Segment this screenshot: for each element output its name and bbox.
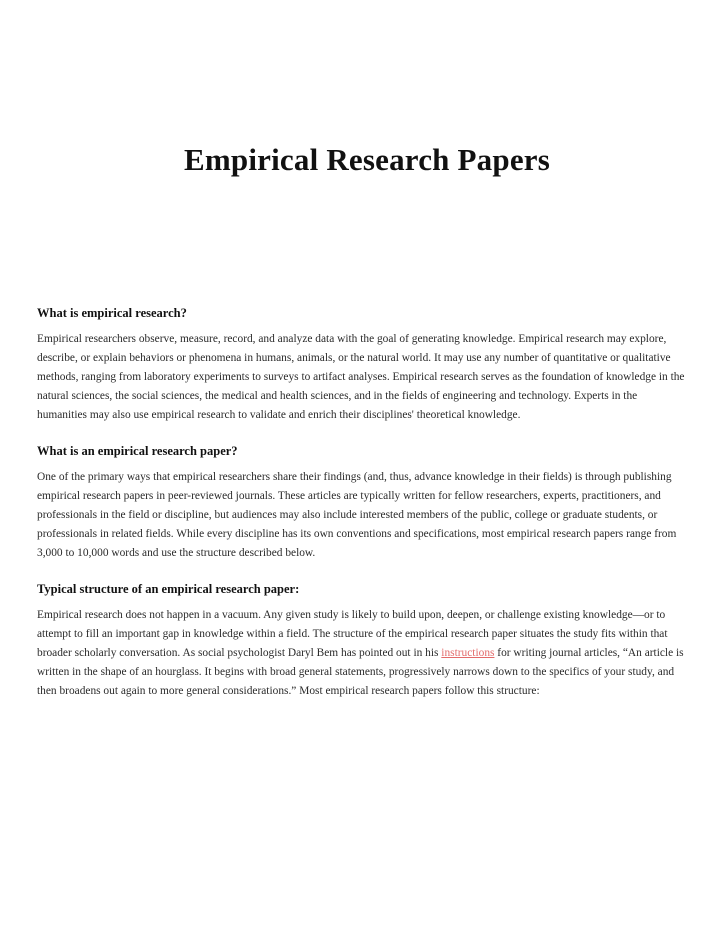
paragraph-text-after-link: for writing journal articles, “An article is written in the shape of an hourglass. It begins with broad general statements, progressively narrows down to the specifics of your study, and then broadens out again to more general considerations.” Most empirical research papers follow this structure:	[37, 647, 684, 697]
document-body	[37, 305, 687, 719]
section-paragraph	[37, 606, 687, 701]
section-what-is-empirical-research	[37, 305, 687, 425]
paragraph-text-before-link: Empirical research does not happen in a vacuum. Any given study is likely to build upon, deepen, or challenge existing knowledge—or to attempt to fill an important gap in knowledge within a field. The structure of the empirical research paper situates the study fits within that broader scholarly conversation. As social psychologist Daryl Bem has pointed out in his	[37, 609, 668, 659]
section-heading: What is an empirical research paper?	[37, 444, 238, 458]
instructions-link[interactable]: instructions	[441, 647, 495, 659]
section-heading: Typical structure of an empirical research paper:	[37, 582, 300, 596]
section-paragraph: Empirical researchers observe, measure, record, and analyze data with the goal of generating knowledge. Empirical research may explore, describe, or explain behaviors or phenomena in humans, animals, or the natural world. It may use any number of quantitative or qualitative methods, ranging from laboratory experiments to surveys to artifact analyses. Empirical research serves as the foundation of knowledge in the natural sciences, the social sciences, the medical and health sciences, and in the fields of engineering and technology. Experts in the humanities may also use empirical research to validate and enrich their disciplines' theoretical knowledge.	[37, 333, 685, 421]
section-heading: What is empirical research?	[37, 306, 187, 320]
section-what-is-empirical-research-paper	[37, 443, 687, 563]
section-typical-structure	[37, 581, 687, 701]
section-paragraph: One of the primary ways that empirical researchers share their findings (and, thus, advance knowledge in their fields) is through publishing empirical research papers in peer-reviewed journals. These articles are typically written for fellow researchers, experts, practitioners, and professionals in the field or discipline, but audiences may also include interested members of the public, college or graduate students, or professionals in related fields. While every discipline has its own conventions and specifications, most empirical research papers range from 3,000 to 10,000 words and use the structure described below.	[37, 471, 677, 559]
page-title: Empirical Research Papers	[183, 142, 551, 177]
